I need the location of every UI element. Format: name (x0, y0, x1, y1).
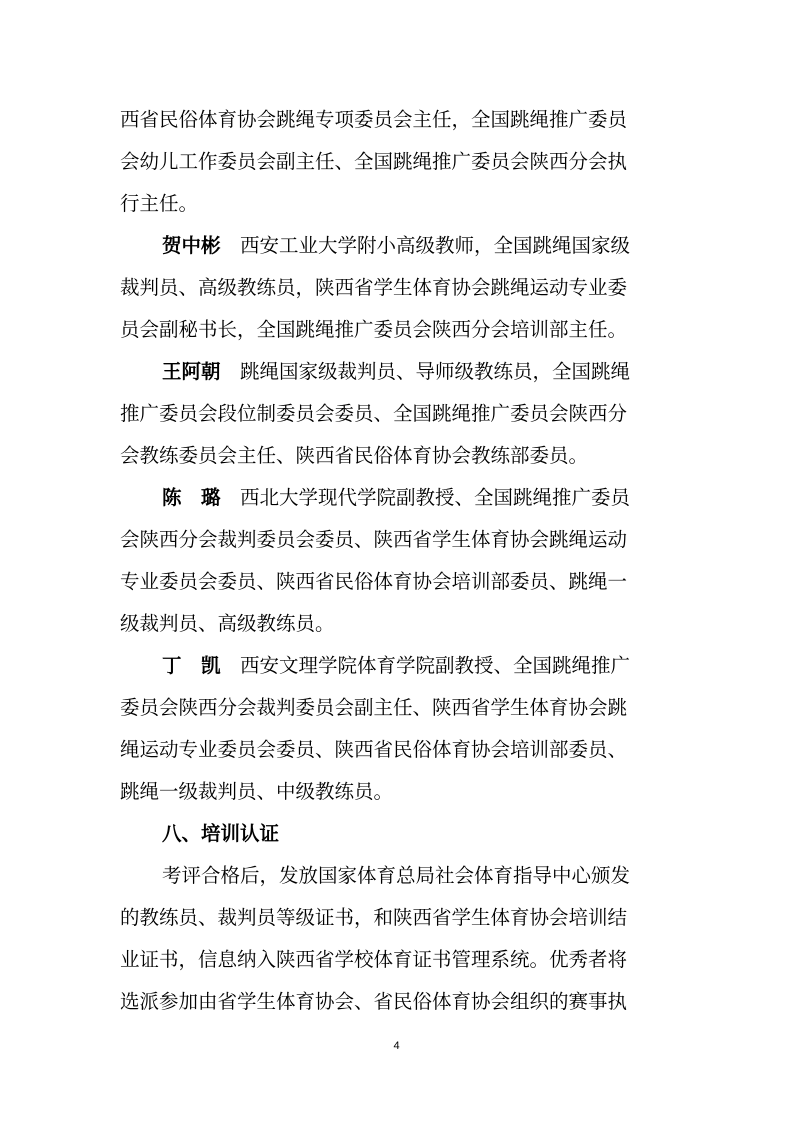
text-line (120, 276, 680, 300)
line-text: 的教练员、裁判员等级证书，和陕西省学生体育协会培训结 (120, 906, 628, 929)
text-line (120, 906, 680, 930)
bio-line (162, 654, 680, 678)
line-text: 会陕西分会裁判委员会委员、陕西省学生体育协会跳绳运动 (120, 528, 628, 551)
line-text: 西省民俗体育协会跳绳专项委员会主任，全国跳绳推广委员 (120, 108, 628, 131)
text-line (120, 696, 680, 720)
text-line (120, 948, 680, 972)
text-line (120, 528, 680, 552)
text-line (120, 402, 680, 426)
line-text: 考评合格后，发放国家体育总局社会体育指导中心颁发 (162, 864, 631, 887)
text-line (162, 864, 680, 888)
line-text: 员会副秘书长，全国跳绳推广委员会陕西分会培训部主任。 (120, 318, 628, 341)
text-line (120, 612, 680, 636)
line-text: 专业委员会委员、陕西省民俗体育协会培训部委员、跳绳一 (120, 570, 628, 593)
line-text: 会幼儿工作委员会副主任、全国跳绳推广委员会陕西分会执 (120, 150, 628, 173)
text-line (120, 444, 680, 468)
bio-line (162, 360, 680, 384)
line-text: 裁判员、高级教练员，陕西省学生体育协会跳绳运动专业委 (120, 276, 628, 299)
heading-text: 八、培训认证 (162, 822, 280, 845)
line-text: 选派参加由省学生体育协会、省民俗体育协会组织的赛事执 (120, 990, 628, 1013)
text-line (120, 738, 680, 762)
text-line (120, 780, 680, 804)
page-number: 4 (393, 1040, 400, 1052)
line-text: 级裁判员、高级教练员。 (120, 612, 335, 635)
person-name: 丁 凯 (162, 654, 221, 677)
line-text: 绳运动专业委员会委员、陕西省民俗体育协会培训部委员、 (120, 738, 628, 761)
line-text: 推广委员会段位制委员会委员、全国跳绳推广委员会陕西分 (120, 402, 628, 425)
text-line (120, 150, 680, 174)
text-line (120, 990, 680, 1014)
line-text: 西安工业大学附小高级教师，全国跳绳国家级 (240, 234, 631, 257)
line-text: 西安文理学院体育学院副教授、全国跳绳推广 (240, 654, 631, 677)
section-heading (162, 822, 680, 846)
bio-line (162, 234, 680, 258)
text-line (120, 108, 680, 132)
text-line (120, 192, 680, 216)
text-line (120, 570, 680, 594)
line-text: 跳绳一级裁判员、中级教练员。 (120, 780, 394, 803)
line-text: 业证书，信息纳入陕西省学校体育证书管理系统。优秀者将 (120, 948, 628, 971)
line-text: 委员会陕西分会裁判委员会副主任、陕西省学生体育协会跳 (120, 696, 628, 719)
bio-line (162, 486, 680, 510)
line-text: 西北大学现代学院副教授、全国跳绳推广委员 (240, 486, 631, 509)
line-text: 会教练委员会主任、陕西省民俗体育协会教练部委员。 (120, 444, 589, 467)
person-name: 王阿朝 (162, 360, 221, 383)
person-name: 陈 璐 (162, 486, 221, 509)
text-line (120, 318, 680, 342)
line-text: 行主任。 (120, 192, 199, 215)
person-name: 贺中彬 (162, 234, 221, 257)
line-text: 跳绳国家级裁判员、导师级教练员，全国跳绳 (240, 360, 631, 383)
